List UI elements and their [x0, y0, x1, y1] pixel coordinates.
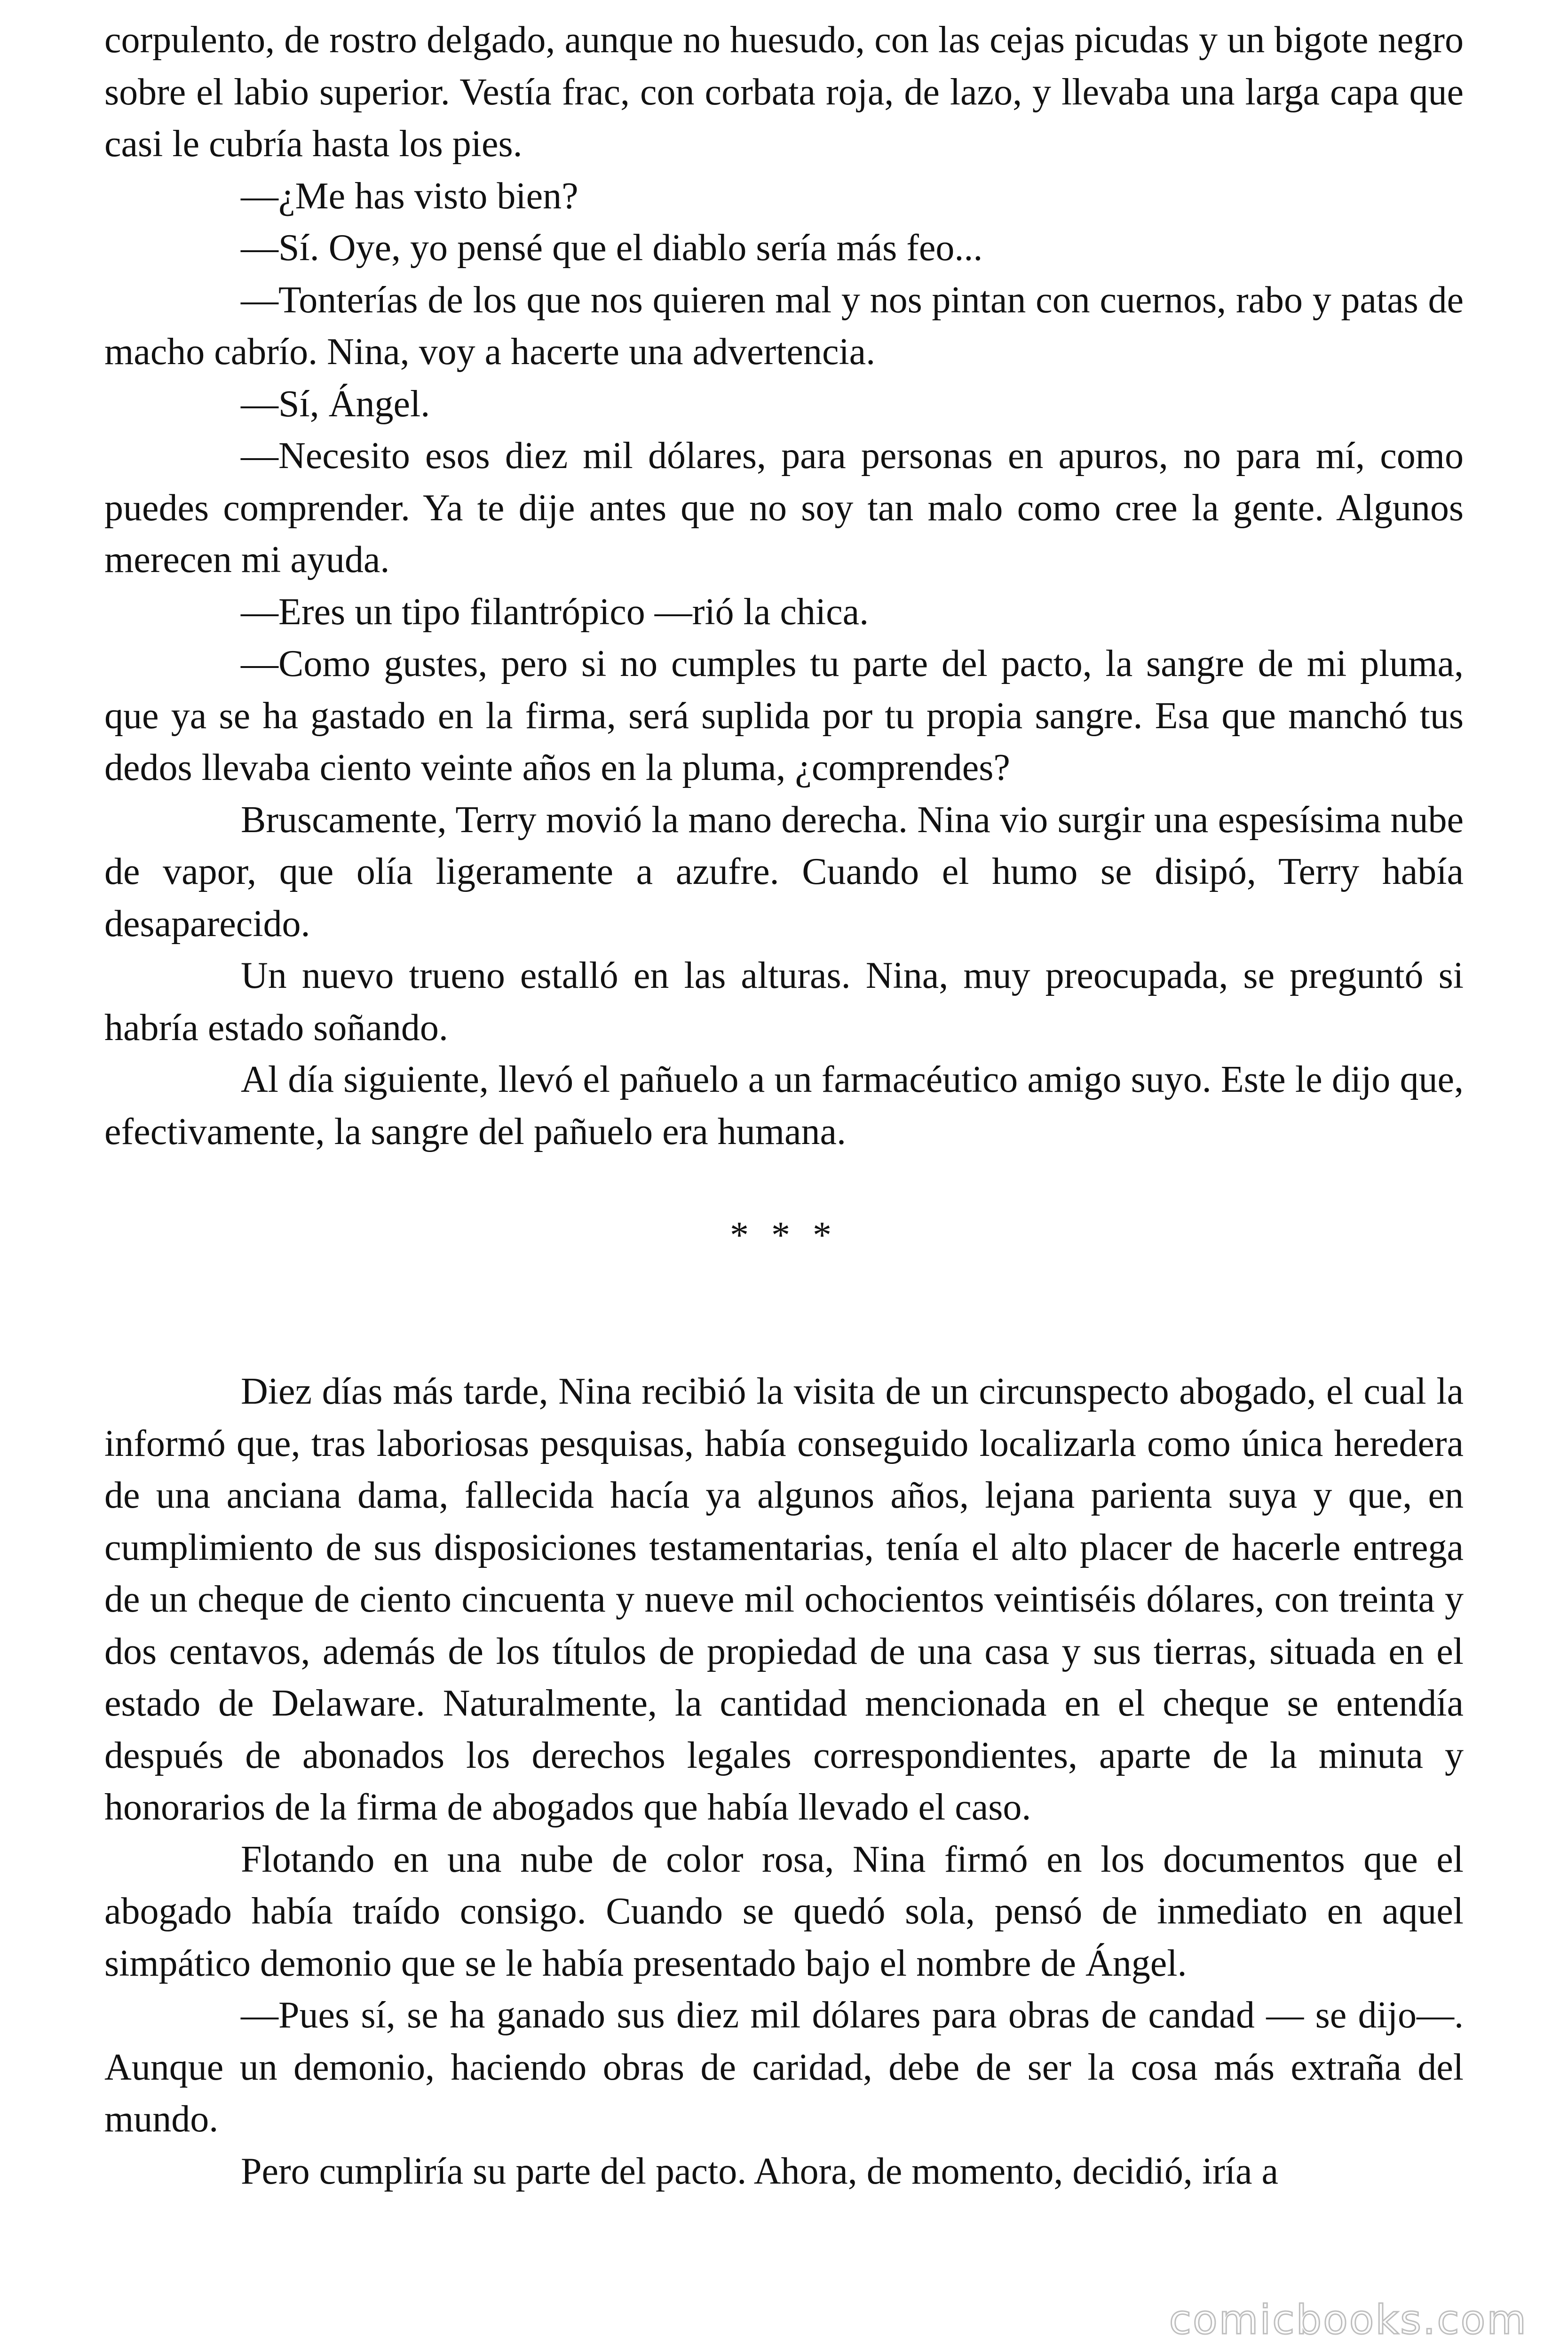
paragraph: —Sí, Ángel. [241, 383, 430, 425]
paragraph: corpulento, de rostro delgado, aunque no huesudo, con las cejas picudas y un bigote negro sobre el labio superior. Vestía frac, con corbata roja, de lazo, y llevaba una larga capa que casi le cubría hasta los pies. [104, 19, 1464, 165]
paragraph: —Sí. Oye, yo pensé que el diablo sería más feo... [241, 227, 983, 269]
paragraph: —Eres un tipo filantrópico —rió la chica. [241, 591, 869, 633]
section-separator: * * * [730, 1215, 838, 1256]
paragraph: Al día siguiente, llevó el pañuelo a un farmacéutico amigo suyo. Este le dijo que, efectivamente, la sangre del pañuelo era humana. [104, 1059, 1464, 1152]
paragraph: Diez días más tarde, Nina recibió la visita de un circunspecto abogado, el cual la informó que, tras laboriosas pesquisas, había conseguido localizarla como única heredera de una anciana dama, fallecida hacía ya algunos años, lejana parienta suya y que, en cumplimiento de sus disposiciones testamentarias, tenía el alto placer de hacerle entrega de un cheque de ciento cincuenta y nueve mil ochocientos veintiséis dólares, con treinta y dos centavos, además de los títulos de propiedad de una casa y sus tierras, situada en el estado de Delaware. Naturalmente, la cantidad mencionada en el cheque se entendía después de abonados los derechos legales correspondientes, aparte de la minuta y honorarios de la firma de abogados que había llevado el caso. [104, 1371, 1464, 1828]
watermark-text: comicbooks.com [1169, 2296, 1528, 2344]
paragraph: Un nuevo trueno estalló en las alturas. Nina, muy preocupada, se preguntó si habría estado soñando. [104, 955, 1464, 1049]
paragraph: Pero cumpliría su parte del pacto. Ahora, de momento, decidió, iría a [241, 2150, 1278, 2192]
text-block-before [104, 14, 1464, 1158]
paragraph: —¿Me has visto bien? [241, 175, 578, 217]
paragraph: —Como gustes, pero si no cumples tu parte del pacto, la sangre de mi pluma, que ya se ha gastado en la firma, será suplida por tu propia sangre. Esa que manchó tus dedos llevaba ciento veinte años en la pluma, ¿comprendes? [104, 643, 1464, 788]
paragraph: —Pues sí, se ha ganado sus diez mil dólares para obras de candad — se dijo—. Aunque un demonio, haciendo obras de caridad, debe de ser la cosa más extraña del mundo. [104, 1994, 1464, 2140]
text-block-after [104, 1366, 1464, 2197]
book-page [104, 14, 1464, 2197]
paragraph: —Tonterías de los que nos quieren mal y nos pintan con cuernos, rabo y patas de macho cabrío. Nina, voy a hacerte una advertencia. [104, 279, 1464, 373]
paragraph: —Necesito esos diez mil dólares, para personas en apuros, no para mí, como puedes comprender. Ya te dije antes que no soy tan malo como cree la gente. Algunos merecen mi ayuda. [104, 435, 1464, 580]
paragraph: Bruscamente, Terry movió la mano derecha. Nina vio surgir una espesísima nube de vapor, que olía ligeramente a azufre. Cuando el humo se disipó, Terry había desaparecido. [104, 799, 1464, 945]
paragraph: Flotando en una nube de color rosa, Nina firmó en los documentos que el abogado había traído consigo. Cuando se quedó sola, pensó de inmediato en aquel simpático demonio que se le había presentado bajo el nombre de Ángel. [104, 1838, 1464, 1984]
